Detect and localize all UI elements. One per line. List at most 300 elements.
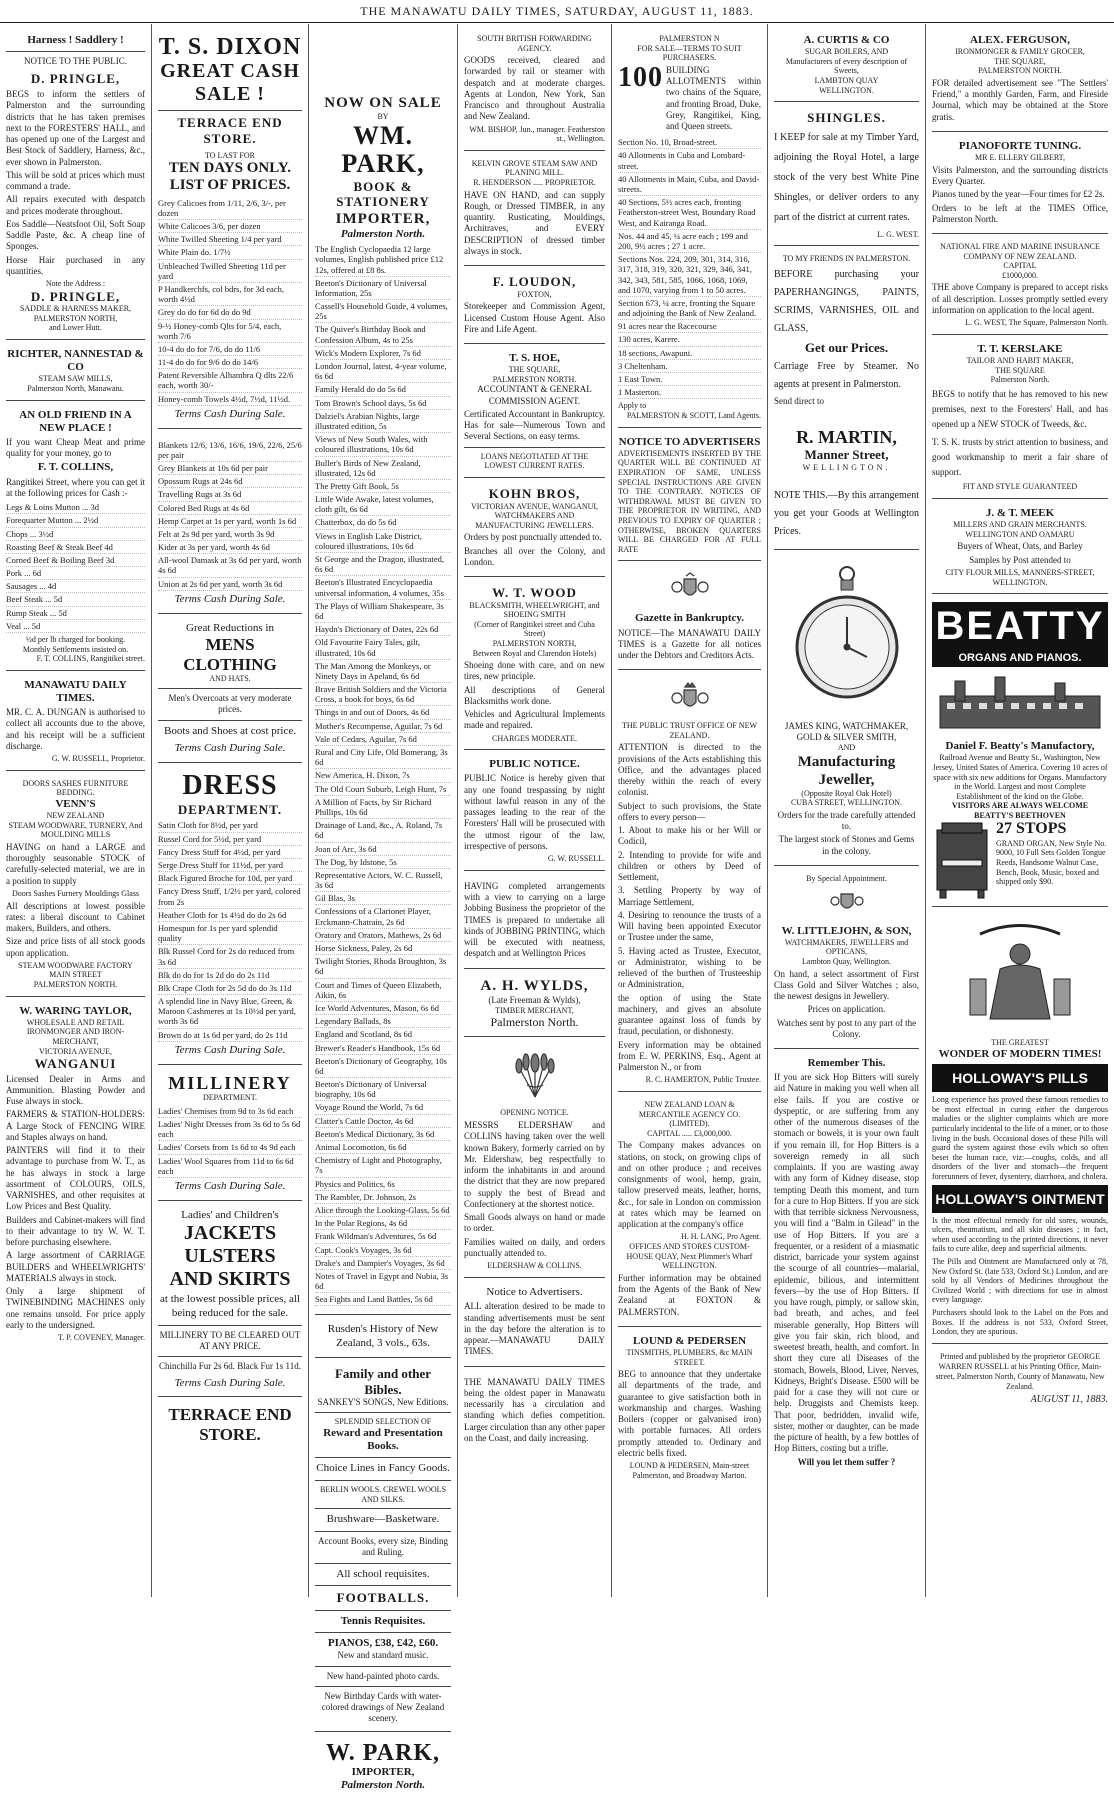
music: New and standard music.: [337, 1650, 429, 1661]
lound-trade: TINSMITHS, PLUMBERS, &c MAIN STREET.: [626, 1347, 753, 1367]
collins-title: AN OLD FRIEND IN A NEW PLACE !: [19, 408, 132, 434]
accountant: ACCOUNTANT & GENERAL COMMISSION AGENT.: [477, 384, 592, 406]
list-item: Patent Reversible Alhambra Q dlts 22/6 each, worth 30/-: [158, 369, 302, 392]
pringle-loc: PALMERSTON NORTH,: [33, 313, 118, 323]
list-item: Ladies' Wool Squares from 11d to 6s 6d each: [158, 1155, 302, 1178]
list-item: 3 Cheltenham.: [618, 360, 761, 373]
list-item: Chatterbox, do do 5s 6d: [315, 516, 451, 529]
hop-end: Will you let them suffer ?: [797, 1456, 896, 1467]
taylor-name: W. WARING TAYLOR,: [19, 1004, 132, 1017]
venns-body: HAVING on hand a LARGE and thoroughly seasonable STOCK of carefully-selected material, we are in a position to supply: [6, 841, 145, 886]
palmerston-scott: PALMERSTON & SCOTT, Land Agents.: [626, 411, 761, 420]
trust-sign: R. C. HAMERTON, Public Trustee.: [645, 1075, 761, 1085]
reward: Reward and Presentation Books.: [323, 1427, 443, 1453]
taylor-twine: Only a large shipment of TWINEBINDING MACHINES only one remains unsold. For price apply early to the undersigned.: [6, 1286, 145, 1330]
factory-illustration-icon: [935, 671, 1105, 731]
list-item: Corned Beef & Boiling Beef 3d: [6, 554, 145, 567]
park-name-2: W. PARK,: [325, 1739, 440, 1766]
taylor-farmers: FARMERS & STATION-HOLDERS: A Large Stock of FENCING WIRE and Staples always on hand.: [6, 1109, 145, 1142]
column-2: [152, 24, 309, 1597]
list-item: The Man Among the Monkeys, or Ninety Days in Apeland, 6s 6d: [315, 660, 451, 683]
king-ad: [774, 554, 919, 866]
list-item: Section 673, ¼ acre, fronting the Square and adjoining the Bank of New Zealand.: [618, 297, 761, 320]
mfg-jeweller: Manufacturing Jeweller,: [797, 753, 896, 788]
list-item: Veal ... 5d: [6, 620, 145, 633]
list-item: Buller's Birds of New Zealand, illustrated, 12s 6d: [315, 457, 451, 480]
list-item: Section No. 10, Broad-street.: [618, 136, 761, 149]
venns-ad: [6, 775, 145, 997]
meek-trade: MILLERS AND GRAIN MERCHANTS.: [953, 520, 1087, 530]
carriage: Carriage Free by Steamer. No agents at present in Palmerston.: [774, 360, 919, 390]
taylor-builders: Builders and Cabinet-makers will find to their advantage to try W. W. T. before purchasing elsewhere.: [6, 1214, 145, 1248]
list-item: Brewer's Reader's Handbook, 15s 6d: [315, 1042, 451, 1055]
beatty-ad: [932, 598, 1108, 907]
list-item: Beeton's Dictionary of Universal Information, 25s: [315, 277, 451, 300]
overcoats: Men's Overcoats at very moderate prices.: [168, 693, 292, 715]
public-notice-body: PUBLIC Notice is hereby given that any one found trespassing by night without lawful reason in any of the passages leading to the rear of the Foresters' Hall will be prosecuted with the utmost rigour of the law, irrespective of persons.: [464, 773, 605, 851]
list-item: 91 acres near the Racecourse: [618, 320, 761, 333]
book-list: [315, 243, 451, 1306]
wylds-late: (Late Freeman & Wylds),: [488, 994, 581, 1005]
dress-title: DRESS: [182, 770, 278, 802]
fit-style: FIT AND STYLE GUARANTEED: [962, 482, 1078, 492]
visitors: VISITORS ARE ALWAYS WELCOME: [951, 801, 1089, 811]
organ-illustration-icon: [932, 820, 992, 900]
list-item: New America, H. Dixon, 7s: [315, 769, 451, 782]
pringle-name-2: D. PRINGLE,: [30, 288, 121, 304]
list-item: Blk Russel Cord for 2s do reduced from 3s 6d: [158, 945, 302, 968]
advertisers-body: ALL alteration desired to be made to standing advertisements must be sent in the day before the alteration is to appear.—MANAWATU DAILY TIMES.: [464, 1301, 605, 1357]
nzlma-ad: [618, 1096, 761, 1327]
list-item: White Calicoes 3/6, per dozen: [158, 220, 302, 233]
kerslake-name: T. T. KERSLAKE: [977, 342, 1063, 355]
beatty-body: Railroad Avenue and Beatty St., Washington, New Jersey, United States of America. Covering 10 acres of space with six new additions for Organs. Manufactory in the World. Largest and most Complete Establishment of the kind on the Globe.: [932, 753, 1108, 801]
bibles: Family and other Bibles.: [334, 1365, 432, 1397]
stops: 27 STOPS: [996, 820, 1067, 838]
hoe-body: Certificated Accountant in Bankruptcy. Has for sale—Numerous Town and Several Sections, on easy terms.: [464, 408, 605, 442]
pringle-repairs: All repairs executed with despatch and prices moderate throughout.: [6, 194, 145, 216]
king-orders: Orders for the trade carefully attended to.: [777, 809, 916, 832]
list-item: Ladies' Night Dresses from 3s 6d to 5s 6d each: [158, 1118, 302, 1141]
list-item: Legendary Ballads, 8s: [315, 1015, 451, 1028]
sbfa-ad: [464, 30, 605, 151]
curtis-ad: [774, 30, 919, 102]
trust-subject: Subject to such provisions, the State offers to every person—: [618, 800, 761, 822]
martin-ad: [774, 250, 919, 549]
opening-sign: ELDERSHAW & COLLINS.: [487, 1261, 582, 1270]
masthead: THE MANAWATU DAILY TIMES, SATURDAY, AUGUST 11, 1883.: [0, 0, 1114, 23]
national-capital: CAPITAL: [1003, 261, 1037, 271]
park-ad: [315, 30, 451, 1315]
hoe-name: T. S. HOE,: [509, 352, 560, 365]
sbfa-title: SOUTH BRITISH FORWARDING AGENCY.: [477, 34, 592, 53]
kohn-trade: WATCHMAKERS AND MANUFACTURING JEWELLERS.: [475, 511, 594, 530]
list-item: The English Cyclopaedia 12 large volumes, English published price £12 12s, offered at £8 8s.: [315, 243, 451, 277]
beethoven: BEATTY'S BEETHOVEN: [974, 810, 1066, 820]
jobbing-body: HAVING completed arrangements with a view to carrying on a large Jobbing Business the proprietor of the TIMES is prepared to undertake all kinds of JOBBING PRINTING, which will be executed with neatness, despatch and at Wellington Prices: [464, 880, 605, 959]
saddlery-title: Harness ! Saddlery !: [27, 34, 124, 46]
holloway-pills: HOLLOWAY'S PILLS: [932, 1064, 1108, 1092]
shingles-sign: L. G. WEST.: [877, 229, 919, 239]
pianos-tuned: Pianos tuned by the year—Four times for £2 2s.: [932, 189, 1105, 200]
collins-note: ½d per lb charged for booking.: [25, 635, 126, 644]
wonder: WONDER OF MODERN TIMES!: [938, 1048, 1102, 1061]
littlejohn-name: W. LITTLEJOHN, & SON,: [781, 924, 912, 937]
list-item: Alice through the Looking-Glass, 5s 6d: [315, 1204, 451, 1217]
pringle-loc-2: and Lower Hutt.: [49, 323, 102, 333]
beatty-sub: ORGANS AND PIANOS.: [932, 651, 1108, 667]
venns-main: MAIN STREET: [49, 970, 102, 980]
foxton: FOXTON,: [517, 289, 552, 299]
ointment-body: Is the most effectual remedy for old sores, wounds, ulcers, rheumatism, and all skin diseases ; in fact, when used according to the printed directions, it never fails to cure alike, deep and superficial ailments.: [932, 1215, 1108, 1254]
imprint: [932, 1348, 1108, 1411]
list-item: The Plays of William Shakespeare, 3s 6d: [315, 600, 451, 623]
list-item: Ladies' Chemises from 9d to 3s 6d each: [158, 1105, 302, 1118]
jackets: JACKETS: [183, 1222, 277, 1245]
king-cuba: CUBA STREET, WELLINGTON.: [790, 798, 903, 808]
kohn-addr: VICTORIAN AVENUE, WANGANUI,: [470, 501, 599, 511]
holloway-title: THE GREATEST: [991, 1038, 1049, 1048]
meek-mills: CITY FLOUR MILLS, MANNERS-STREET, WELLINGTON.: [945, 567, 1095, 587]
venns-pn: PALMERSTON NORTH.: [33, 979, 118, 989]
curtis-wellington: WELLINGTON.: [819, 85, 874, 95]
list-item: Brown do at 1s 6d per yard, do 2s 11d: [158, 1029, 302, 1042]
importer: IMPORTER,: [335, 210, 431, 227]
seated-figure-illustration-icon: [960, 919, 1080, 1029]
beatty-logo: BEATTY: [932, 602, 1108, 651]
curtis-name: A. CURTIS & CO: [803, 34, 890, 46]
collins-sign: F. T. COLLINS, Rangitikei street.: [36, 654, 145, 664]
coat-of-arms-icon: [668, 573, 712, 603]
notice-title: NOTICE TO THE PUBLIC.: [23, 56, 127, 67]
taylor-painters: PAINTERS will find it to their advantage to purchase from W. T., as he has always in stock a large assortment of COLOURS, OILS, VARNISHES, and other requisites at Low Prices and Best Quality.: [6, 1145, 145, 1212]
nzlma-body: The Company makes advances on stations, on stock, on growing clips of and on other produce ; and receives consignments of wool, hemp, grain, tallow preserved meats, leather, horns, &c., for sale in London on commission at rates which may be learned on application at the company's office: [618, 1140, 761, 1230]
list-item: A Million of Facts, by Sir Richard Phillips, 10s 6d: [315, 796, 451, 819]
terms-3: Terms Cash During Sale.: [174, 742, 286, 755]
list-item: Drainage of Land, &c., A. Roland, 7s 6d: [315, 819, 451, 842]
ten-days: TEN DAYS ONLY.: [168, 160, 292, 177]
hoe-square: THE SQUARE,: [508, 365, 561, 375]
great-cash: GREAT CASH SALE !: [160, 60, 300, 106]
list-item: Beeton's Dictionary of Geography, 10s 6d: [315, 1055, 451, 1078]
manner-street: Manner Street,: [804, 447, 889, 463]
king-name: JAMES KING, WATCHMAKER, GOLD & SILVER SMITH,: [784, 720, 909, 742]
kerslake-trust: T. S. K. trusts by strict attention to business, and good workmanship to merit a fair share of support.: [932, 436, 1108, 478]
terrace-end: TERRACE END STORE.: [177, 115, 283, 146]
gazette-title: Gazette in Bankruptcy.: [634, 612, 745, 625]
ladies: Ladies' and Children's: [181, 1208, 279, 1221]
issue-date: AUGUST 11, 1883.: [1030, 1393, 1108, 1405]
splendid: SPLENDID SELECTION OF: [334, 1417, 432, 1427]
martin-body: BEFORE purchasing your PAPERHANGINGS, PAINTS, SCRIMS, VARNISHES, OIL and GLASS,: [774, 268, 919, 334]
list-item: Brave British Soldiers and the Victoria Cross, a book for boys, 6s 6d: [315, 683, 451, 706]
meek-ad: [932, 503, 1108, 594]
public-notice-title: PUBLIC NOTICE.: [489, 758, 580, 771]
trust-item: 2. Intending to provide for wife and children or others by Deed of Settlement,: [618, 849, 761, 883]
richter-mills: STEAM SAW MILLS,: [38, 374, 113, 384]
list-item: Sea Fights and Land Battles, 5s 6d: [315, 1293, 451, 1306]
list-item: Views of New South Wales, with coloured illustrations, 10s 6d: [315, 433, 451, 456]
taylor-sign: T. P. COVENEY, Manager.: [57, 1333, 145, 1343]
mdt-circulation-body: THE MANAWATU DAILY TIMES being the oldest paper in Manawatu necessarily has a circulation and standing which defies competition. Larger circulation than any other paper on the Coast, and daily increasing.: [464, 1376, 605, 1443]
opening-small: Small Goods always on hand or made to order.: [464, 1212, 605, 1234]
list-item: A splendid line in Navy Blue, Green, & Maroon Cashmeres at 1s 10½d per yard, worth 3s 6d: [158, 995, 302, 1029]
kelvin-title: KELVIN GROVE STEAM SAW AND PLANING MILL.: [471, 158, 598, 178]
list-item: Oratory and Orators, Mathews, 2s 6d: [315, 929, 451, 942]
list-item: Frank Wildman's Adventures, 5s 6d: [315, 1230, 451, 1243]
millinery-dept: DEPARTMENT.: [203, 1093, 257, 1103]
dress-list: [158, 819, 302, 1041]
gazette-ad: [618, 565, 761, 670]
venns-steam: STEAM WOODWARE, TURNERY, And MOULDING MILLS: [8, 820, 143, 840]
appointment: By Special Appointment.: [806, 873, 887, 883]
piano-ad: [932, 136, 1108, 234]
reductions: Great Reductions in: [186, 621, 274, 634]
list-item: Sausages ... 4d: [6, 580, 145, 593]
terms-5: Terms Cash During Sale.: [174, 1179, 286, 1192]
list-item: Felt at 2s 9d per yard, worth 3s 9d: [158, 528, 302, 541]
list-item: Grey Calicoes from 1/11, 2/6, 3/-, per dozen: [158, 197, 302, 220]
list-item: The Rambler, Dr. Johnson, 2s: [315, 1191, 451, 1204]
royal-crest-icon: [668, 682, 712, 712]
hats: AND HATS.: [209, 674, 251, 684]
palmerston-north-2: Palmerston North.: [340, 1779, 426, 1792]
ulsters: ULSTERS: [184, 1245, 276, 1268]
martin-wellington: WELLINGTON.: [802, 463, 891, 473]
list-item: All-wool Damask at 3s 6d per yard, worth 4s 6d: [158, 554, 302, 577]
list-item: Drake's and Dampier's Voyages, 3s 6d: [315, 1257, 451, 1270]
national-ad: [932, 238, 1108, 335]
wood-charges: CHARGES MODERATE.: [492, 733, 577, 743]
purchasers: Purchasers should look to the Label on the Pots and Boxes. If the address is not 533, Oxford Street, London, they are spurious.: [932, 1307, 1108, 1337]
list-item: Blk Crape Cloth for 2s 5d do do 3s 11d: [158, 982, 302, 995]
list-item: Representative Actors, W. C. Russell, 3s 6d: [315, 869, 451, 892]
notice-adv-title: NOTICE TO ADVERTISERS: [618, 435, 761, 448]
book-stationery: BOOK & STATIONERY: [336, 178, 430, 210]
nzlma-capital: CAPITAL ..... £3,000,000.: [647, 1128, 732, 1138]
now-on-sale: NOW ON SALE: [324, 95, 442, 111]
millinery-list: [158, 1105, 302, 1178]
list-item: Voyage Round the World, 7s 6d: [315, 1101, 451, 1114]
millinery-ad: [158, 1069, 302, 1201]
kelvin-prop: R. HENDERSON ..... PROPRIETOR.: [473, 178, 596, 188]
account-books: Account Books, every size, Binding and Ruling.: [318, 1536, 448, 1558]
list-item: Heather Cloth for 1s 4½d do do 2s 6d: [158, 909, 302, 922]
shingles-body: I KEEP for sale at my Timber Yard, adjoining the Royal Hotel, a large stock of the very best White Pine Shingles, or deliver orders to any part of the district at current rates.: [774, 131, 919, 223]
pringle-body: BEGS to inform the settlers of Palmerston and the surrounding districts that he has taken premises next to the FORESTERS' HALL, and has opened up one of the Largest and Best Stock of Saddlery, Harness, &c., ever shown in Palmerston.: [6, 89, 145, 167]
loudon-body: Storekeeper and Commission Agent, Licensed Custom House Agent. Also Fire and Life Agent.: [464, 301, 605, 334]
orders-left: Orders to be left at the TIMES Office, Palmerston North.: [932, 202, 1108, 224]
list-item: Clatter's Cattle Doctor, 4s 6d: [315, 1115, 451, 1128]
holloway-ointment: HOLLOWAY'S OINTMENT: [932, 1185, 1108, 1213]
price-list: [158, 197, 302, 406]
list-item: Fancy Dress Stuff, 1/2½ per yard, colored from 2s: [158, 885, 302, 908]
list-item: Old Favourite Fairy Tales, gilt, illustrated, 10s 6d: [315, 636, 451, 659]
jackets-ad: [158, 1205, 302, 1398]
royal-arms-icon: [827, 888, 867, 916]
rusden: Rusden's History of New Zealand, 3 vols., 63s.: [327, 1323, 439, 1350]
venns-name: VENN'S: [55, 797, 96, 810]
mens-clothing: MENS CLOTHING: [183, 635, 277, 674]
kohn-ad: [464, 482, 605, 577]
list-item: Travelling Rugs at 3s 6d: [158, 488, 302, 501]
list-item: Dalziel's Arabian Nights, large illustrated edition, 5s: [315, 410, 451, 433]
holloway-ad: [932, 911, 1108, 1343]
list-item: Rural and City Life, Old Bomerang, 3s 6d: [315, 746, 451, 769]
list-item: In the Polar Regions, 4s 6d: [315, 1217, 451, 1230]
venns-body-2: All descriptions at lowest possible rates: a liberal discount to Cabinet makers, Builders, and others.: [6, 900, 145, 933]
wood-between: Between Royal and Clarendon Hotels): [472, 648, 597, 658]
photo: New hand-painted photo cards.: [326, 1670, 440, 1681]
pringle-oil: Eos Saddle—Neatsfoot Oil, Soft Soap Saddle Paste, &c. A cheap line of Sponges.: [6, 218, 145, 252]
list-item: Opossum Rugs at 24s 6d: [158, 475, 302, 488]
school: All school requisites.: [336, 1567, 430, 1580]
list-item: Haydn's Dictionary of Dates, 22s 6d: [315, 623, 451, 636]
ferguson-body: FOR detailed advertisement see "The Settlers' Friend," a monthly Garden, Farm, and Fireside Journal, which may be obtained at the Store gratis.: [932, 77, 1108, 122]
hop-body: If you are sick Hop Bitters will surely aid Nature in making you well when all else fails. If you are costive or dyspeptic, or are suffering from any other of the numerous diseases of the stomach or bowels, it is your own fault if you remain ill, for Hop Bitters is a sovereign remedy in all such complaints. If you are wasting away with any form of Kidney disease, stop tempting Death this moment, and turn for a cure to Hop Bitters. If you are sick with that terrible sickness Nervousness, you will find a "Balm in Gilead" in the use of Hop Bitters. If you are a frequenter, or a resident of a miasmatic district, barricade your system against the scourge of all countries—malarial, epidemic, bilious, and intermittent fevers—by the use of Hop Bitters. If you have rough, pimply, or sallow skin, bad breath, and aches, and feel miserable generally, Hop Bitters will give you fair skin, rich blood, and sweetest breath, health, and comfort. In short they cure all Diseases of the stomach, Bowels, Blood, Liver, Nerves, Kidneys, Bright's Disease. £500 will be paid for a case they will not cure or help. Druggists and Chemists keep. That poor, bedridden, invalid wife, sister, mother or daughter, can be made the picture of health, by a few bottles of Hop Bitters, costing but a trifle.: [774, 1072, 919, 1454]
venns-nz: NEW ZEALAND: [46, 811, 105, 821]
wood-body-2: All descriptions of General Blacksmiths work done.: [464, 684, 605, 706]
list-item: Honey-comb Towels 4½d, 7½d, 11½d.: [158, 393, 302, 406]
prices-app: Prices on application.: [807, 1004, 886, 1015]
list-item: Beeton's Illustrated Encyclopaedia universal information, 4 volumes, 35s: [315, 576, 451, 599]
list-item: 11-4 do do for 9/6 do do 14/6: [158, 356, 302, 369]
opening-families: Families waited on daily, and orders punctually attended to.: [464, 1236, 605, 1258]
list-item: Grey do do for 6d do do 9d: [158, 306, 302, 319]
hoe-ad: [464, 348, 605, 478]
palmerston-north: Palmerston North.: [340, 227, 426, 240]
skirts: AND SKIRTS: [169, 1268, 291, 1291]
national-capital-val: £1000,000.: [1002, 270, 1038, 280]
list-item: Satin Cloth for 8½d, per yard: [158, 819, 302, 832]
piano-title: PIANOFORTE TUNING.: [958, 139, 1082, 152]
rusden-ad: [315, 1319, 451, 1358]
public-notice-sign: G. W. RUSSELL.: [547, 854, 605, 864]
list-item: White Twilled Sheeting 1/4 per yard: [158, 233, 302, 246]
richter-ad: [6, 344, 145, 401]
mdt-circulation-ad: [464, 1371, 605, 1453]
list-item: The Quiver's Birthday Book and Confession Album, 4s to 25s: [315, 323, 451, 346]
nzlma-sign: H. H. LANG, Pro Agent.: [681, 1232, 761, 1242]
wylds-name: A. H. WYLDS,: [480, 977, 589, 994]
pocket-watch-icon: [792, 562, 902, 712]
list-item: Little Wide Awake, latest volumes, cloth gilt, 6s 6d: [315, 493, 451, 516]
kelvin-body: HAVE ON HAND, and can supply Rough, or Dressed TIMBER, in any quantity. Rusticating, Mouldings, Architraves, and EVERY DESCRIPTION of dressed timber always in stock.: [464, 189, 605, 256]
list-item: Kider at 3s per yard, worth 4s 6d: [158, 541, 302, 554]
pills-body: Long experience has proved these famous remedies to be most effectual in curing either the dangerous maladies or the slighter complaints which are more particularly incidental to the life of a miner, or to those living in the bush. Occasional doses of these Pills will guard the system against those evils which so often beset the human race, viz:—coughs, colds, and all disorders of the liver and stomach—the frequent forerunners of fever, dysentery, diarrhoea, and cholera.: [932, 1095, 1108, 1181]
list-item: Black Figured Broche for 10d, per yard: [158, 872, 302, 885]
collins-name: F. T. COLLINS,: [37, 461, 114, 474]
gazette-body: NOTICE—The MANAWATU DAILY TIMES is a Gazette for all notices under the Debtors and Creditors Acts.: [618, 627, 761, 660]
list-item: 18 sections, Awapuni.: [618, 347, 761, 360]
pianos: PIANOS, £38, £42, £60.: [327, 1637, 439, 1650]
nzlma-further: Further information may be obtained from the Agents of the Bank of New Zealand at FOXTON & PALMERSTON.: [618, 1272, 761, 1317]
dress-ad: [158, 767, 302, 1065]
list-item: Physics and Politics, 6s: [315, 1178, 451, 1191]
collins-body: If you want Cheap Meat and prime quality for your money, go to: [6, 436, 145, 459]
last-for: TO LAST FOR: [205, 150, 255, 160]
list-item: Twilight Stories, Rhoda Broughton, 3s 6d: [315, 955, 451, 978]
wood-trade: BLACKSMITH, WHEELWRIGHT, and SHOEING SMITH: [469, 600, 600, 620]
footballs: FOOTBALLS.: [336, 1590, 430, 1606]
beatty-mfg: Daniel F. Beatty's Manufactory,: [945, 740, 1095, 753]
blankets-list: [158, 439, 302, 591]
list-item: Homespun for 1s per yard splendid quality: [158, 922, 302, 945]
blankets-ad: [158, 433, 302, 614]
mdt-body: MR. C. A. DUNGAN is authorised to collect all accounts due to the above, and his receipt will be a sufficient discharge.: [6, 707, 145, 751]
lowest: at the lowest possible prices, all being reduced for the sale.: [160, 1293, 300, 1320]
list-item: Serge Dress Stuff for 11½d, per yard: [158, 859, 302, 872]
by: BY: [377, 112, 389, 121]
king-largest: The largest stock of Stones and Gems in the colony.: [778, 834, 915, 856]
wood-name: W. T. WOOD: [492, 585, 577, 601]
littlejohn-addr: Lambton Quay, Wellington.: [802, 956, 891, 966]
trust-option: the option of using the State machinery, and gives an absolute guarantee against loss of funds by fraud, peculation, or dishonesty.: [618, 992, 761, 1037]
list-item: Animal Locomotion, 6s 6d: [315, 1141, 451, 1154]
venns-items: Doors Sashes Furnery Mouldings Glass: [11, 888, 140, 898]
list-item: Unbleached Twilled Sheeting 11d per yard: [158, 260, 302, 283]
littlejohn-ad: [774, 870, 919, 1049]
meat-price-list: [6, 501, 145, 633]
collins-monthly: Monthly Settlements insisted on.: [22, 644, 129, 654]
taylor-loc: VICTORIA AVENUE,: [38, 1046, 113, 1056]
list-item: 9-½ Honey-comb Qlts for 5/4, each, worth 7/6: [158, 320, 302, 343]
gilbert-body: Visits Palmerston, and the surrounding districts Every Quarter.: [932, 164, 1108, 186]
trust-info: Every information may be obtained from E. W. PERKINS, Esq., Agent at Palmerston N., or from: [618, 1039, 761, 1073]
tennis: Tennis Requisites.: [340, 1614, 426, 1627]
mens-ad: [158, 618, 302, 763]
advertisers-title: Notice to Advertisers.: [486, 1285, 583, 1298]
pringle-hair: Horse Hair purchased in any quantities.: [6, 254, 145, 276]
venns-factory: STEAM WOODWARE FACTORY: [18, 960, 133, 970]
meek-loc: WELLINGTON AND OAMARU: [965, 529, 1075, 539]
richter-name: RICHTER, NANNESTAD & CO: [7, 348, 144, 374]
richter-loc: Palmerston North, Manawatu.: [27, 383, 124, 393]
list-item: Blankets 12/6, 13/6, 16/6, 19/6, 22/6, 25/6 per pair: [158, 439, 302, 462]
watches-sent: Watches sent by post to any part of the Colony.: [776, 1017, 917, 1039]
friends: TO MY FRIENDS IN PALMERSTON.: [782, 254, 911, 264]
taylor-trade: WHOLESALE AND RETAIL IRONMONGER AND IRON-MERCHANT,: [26, 1017, 125, 1046]
doors-line: DOORS SASHES FURNITURE BEDDING.: [22, 778, 129, 798]
ferguson-square: THE SQUARE,: [994, 56, 1046, 66]
park-name: WM. PARK,: [341, 120, 425, 179]
terms-2: Terms Cash During Sale.: [174, 592, 286, 605]
trust-item: 4. Desiring to renounce the trusts of a Will having been appointed Executor or Trustee under the same,: [618, 909, 761, 943]
kohn-branches: Branches all over the Colony, and London.: [464, 545, 605, 567]
hop-bitters-ad: [774, 1053, 919, 1473]
kerslake-pn: Palmerston North.: [990, 375, 1050, 385]
list-item: The Dog, by Idstone, 5s: [315, 856, 451, 869]
list-item: Hemp Carpet at 1s per yard, worth 1s 6d: [158, 515, 302, 528]
list-item: Gil Blas, 3s: [315, 892, 451, 905]
loudon-ad: [464, 270, 605, 344]
column-4: [458, 24, 612, 1597]
meek-name: J. & T. MEEK: [985, 507, 1055, 520]
birthday: New Birthday Cards with water-colored drawings of New Zealand scenery.: [321, 1690, 445, 1724]
list-item: Notes of Travel in Egypt and Nubia, 3s 6d: [315, 1270, 451, 1293]
wheat-sheaf-icon: [505, 1049, 565, 1099]
list-item: Sections Nos. 224, 209, 301, 314, 316, 317, 318, 319, 320, 321, 329, 346, 341, 342, 343, 581, 585, 1066, 1068, 1069, and 1070, varying from 1 to 50 acres.: [618, 253, 761, 297]
sbfa-sign: WM. BISHOP, Jun., manager. Featherston st., Wellington.: [469, 124, 605, 144]
loans: LOANS NEGOTIATED AT THE LOWEST CURRENT RATES.: [480, 451, 589, 471]
list-item: Mother's Recompense, Aguilar, 7s 6d: [315, 720, 451, 733]
bibles-ad: [315, 1362, 451, 1732]
opening-ad: [464, 1041, 605, 1277]
trust-item: 5. Having acted as Trustee, Executor, or Administrator, wishing to be relieved of the burthen of Trusteeship or Administration,: [618, 945, 761, 990]
list-item: Ice World Adventures, Mason, 6s 6d: [315, 1002, 451, 1015]
taylor-body: Licensed Dealer in Arms and Ammunition. Blasting Powder and Fuse always in stock.: [6, 1073, 145, 1107]
hoe-pn: PALMERSTON NORTH.: [492, 374, 577, 384]
